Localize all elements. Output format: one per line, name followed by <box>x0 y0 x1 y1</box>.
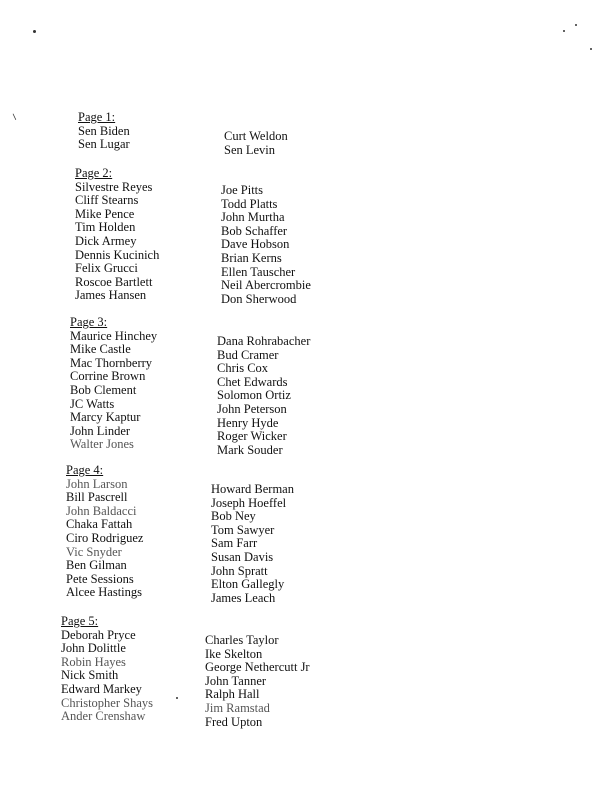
name-item: Dana Rohrabacher <box>217 334 311 348</box>
scan-mark-icon: ⸌ <box>7 112 20 129</box>
name-item: Sam Farr <box>211 536 258 551</box>
name-item: Vic Snyder <box>66 544 122 559</box>
name-item: Ander Crenshaw <box>61 709 146 724</box>
scan-speck <box>176 697 178 699</box>
name-item: Maurice Hinchey <box>70 328 158 343</box>
name-item: Howard Berman <box>211 482 294 496</box>
name-item: JC Watts <box>70 396 115 411</box>
name-item: Charles Taylor <box>205 633 279 647</box>
name-item: Pete Sessions <box>66 571 134 586</box>
page-2-left-column <box>75 167 159 303</box>
name-item: Dennis Kucinich <box>75 247 160 262</box>
page-4-right-column <box>211 483 294 605</box>
page-1-left-column <box>78 111 130 152</box>
name-item: John Dolittle <box>61 641 126 656</box>
scan-speck <box>590 48 592 50</box>
name-item: Mike Castle <box>70 342 131 357</box>
page-2-heading: Page 2: <box>75 166 113 180</box>
name-item: Sen Levin <box>224 142 276 157</box>
name-item: Sen Biden <box>78 123 130 138</box>
name-item: Neil Abercrombie <box>221 278 311 293</box>
name-item: Felix Grucci <box>75 261 138 276</box>
page-5-heading: Page 5: <box>61 614 99 628</box>
name-item: Ralph Hall <box>205 687 260 702</box>
page-5-left-column <box>61 615 153 724</box>
name-item: John Spratt <box>211 563 268 578</box>
name-item: John Larson <box>66 476 128 491</box>
page-3-heading: Page 3: <box>70 315 108 329</box>
scan-speck <box>563 30 565 32</box>
name-item: Curt Weldon <box>224 129 288 143</box>
name-item: John Baldacci <box>66 503 137 518</box>
page-1-heading: Page 1: <box>78 110 116 124</box>
name-item: Christopher Shays <box>61 695 154 710</box>
name-item: Chet Edwards <box>217 374 288 389</box>
name-item: Alcee Hastings <box>66 585 143 600</box>
name-item: Dave Hobson <box>221 237 290 252</box>
scan-speck <box>575 24 577 26</box>
name-item: Tom Sawyer <box>211 522 275 537</box>
name-item: Ciro Rodriguez <box>66 530 144 545</box>
name-item: Bill Pascrell <box>66 490 128 505</box>
name-item: Dick Armey <box>75 233 137 248</box>
name-item: Roger Wicker <box>217 429 287 444</box>
name-item: Jim Ramstad <box>205 700 270 715</box>
name-item: Joseph Hoeffel <box>211 495 287 510</box>
page-1-right-column <box>224 130 288 157</box>
scan-speck <box>33 30 36 33</box>
name-item: Solomon Ortiz <box>217 388 291 403</box>
name-item: Roscoe Bartlett <box>75 274 153 289</box>
name-item: John Linder <box>70 423 131 438</box>
name-item: Don Sherwood <box>221 291 297 306</box>
name-item: Ike Skelton <box>205 646 263 661</box>
name-item: Walter Jones <box>70 437 134 452</box>
page-3-right-column <box>217 335 310 457</box>
name-item: James Leach <box>211 590 276 605</box>
name-item: Bob Schaffer <box>221 223 288 238</box>
name-item: Bob Ney <box>211 509 256 524</box>
name-item: Chaka Fattah <box>66 517 133 532</box>
name-item: George Nethercutt Jr <box>205 660 310 675</box>
name-item: Edward Markey <box>61 681 142 696</box>
name-item: John Peterson <box>217 401 287 416</box>
name-item: Robin Hayes <box>61 654 126 669</box>
name-item: Deborah Pryce <box>61 627 136 642</box>
name-item: Ben Gilman <box>66 558 127 573</box>
name-item: Brian Kerns <box>221 250 282 265</box>
name-item: Susan Davis <box>211 549 274 564</box>
name-item: Ellen Tauscher <box>221 264 296 279</box>
page-4-left-column <box>66 464 143 600</box>
name-item: Mike Pence <box>75 206 135 221</box>
name-item: John Tanner <box>205 673 267 688</box>
name-item: Corrine Brown <box>70 369 146 384</box>
page-2-right-column <box>221 184 311 306</box>
name-item: Nick Smith <box>61 668 119 683</box>
page-4-heading: Page 4: <box>66 463 104 477</box>
name-item: Elton Gallegly <box>211 577 285 592</box>
name-item: Sen Lugar <box>78 137 130 152</box>
name-item: Tim Holden <box>75 220 136 235</box>
page-5-right-column <box>205 634 310 729</box>
name-item: John Murtha <box>221 210 285 225</box>
name-item: Bud Cramer <box>217 347 279 362</box>
name-item: Cliff Stearns <box>75 193 139 208</box>
name-item: Silvestre Reyes <box>75 179 153 194</box>
page-3-left-column <box>70 316 157 452</box>
name-item: Mark Souder <box>217 442 283 457</box>
name-item: James Hansen <box>75 288 147 303</box>
name-item: Henry Hyde <box>217 415 279 430</box>
name-item: Joe Pitts <box>221 183 264 197</box>
name-item: Todd Platts <box>221 196 278 211</box>
name-item: Fred Upton <box>205 714 263 729</box>
name-item: Chris Cox <box>217 361 269 376</box>
name-item: Marcy Kaptur <box>70 410 141 425</box>
name-item: Mac Thornberry <box>70 355 153 370</box>
name-item: Bob Clement <box>70 382 137 397</box>
